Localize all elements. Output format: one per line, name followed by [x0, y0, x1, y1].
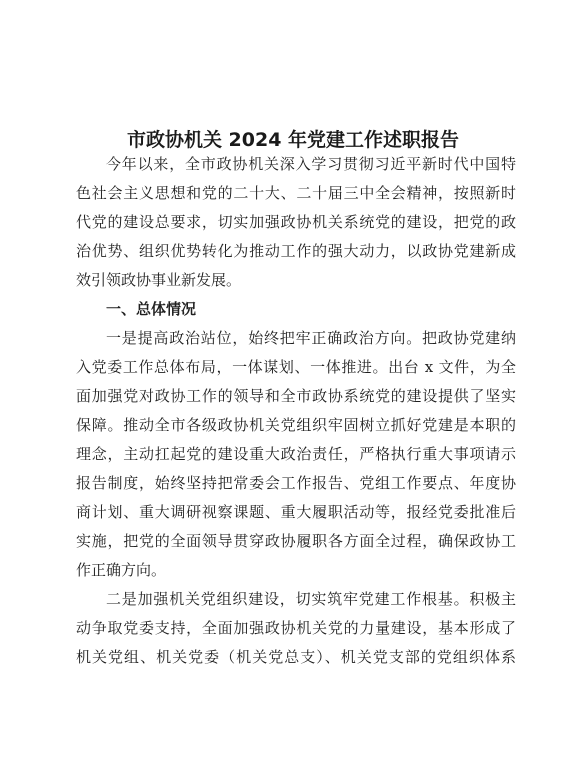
- intro-line: 色社会主义思想和党的二十大、二十届三中全会精神，按照新时: [76, 184, 516, 202]
- intro-line: 效引领政协事业新发展。: [76, 271, 242, 289]
- paragraph-line: 入党委工作总体布局，一体谋划、一体推进。出台 x 文件，为全: [76, 358, 516, 376]
- paragraph-line: 作正确方向。: [76, 561, 167, 579]
- paragraph-line: 面加强党对政协工作的领导和全市政协系统党的建设提供了坚实: [76, 387, 516, 405]
- paragraph-line: 理念，主动扛起党的建设重大政治责任，严格执行重大事项请示: [76, 445, 516, 463]
- paragraph-line: 机关党组、机关党委（机关党总支）、机关党支部的党组织体系: [76, 648, 516, 666]
- paragraph-line: 商计划、重大调研视察课题、重大履职活动等，报经党委批准后: [76, 503, 516, 521]
- document-body: [76, 150, 516, 672]
- paragraph-line: 二是加强机关党组织建设，切实筑牢党建工作根基。积极主: [106, 590, 516, 608]
- document-title: 市政协机关 2024 年党建工作述职报告: [126, 129, 460, 151]
- section-heading: 一、总体情况: [106, 300, 197, 318]
- intro-line: 治优势、组织优势转化为推动工作的强大动力，以政协党建新成: [76, 242, 516, 260]
- intro-line: 今年以来，全市政协机关深入学习贯彻习近平新时代中国特: [106, 155, 516, 173]
- paragraph-line: 一是提高政治站位，始终把牢正确政治方向。把政协党建纳: [106, 329, 516, 347]
- paragraph-line: 报告制度，始终坚持把常委会工作报告、党组工作要点、年度协: [76, 474, 516, 492]
- paragraph-line: 动争取党委支持，全面加强政协机关党的力量建设，基本形成了: [76, 619, 516, 637]
- paragraph-line: 保障。推动全市各级政协机关党组织牢固树立抓好党建是本职的: [76, 416, 516, 434]
- intro-line: 代党的建设总要求，切实加强政协机关系统党的建设，把党的政: [76, 213, 516, 231]
- paragraph-line: 实施，把党的全面领导贯穿政协履职各方面全过程，确保政协工: [76, 532, 516, 550]
